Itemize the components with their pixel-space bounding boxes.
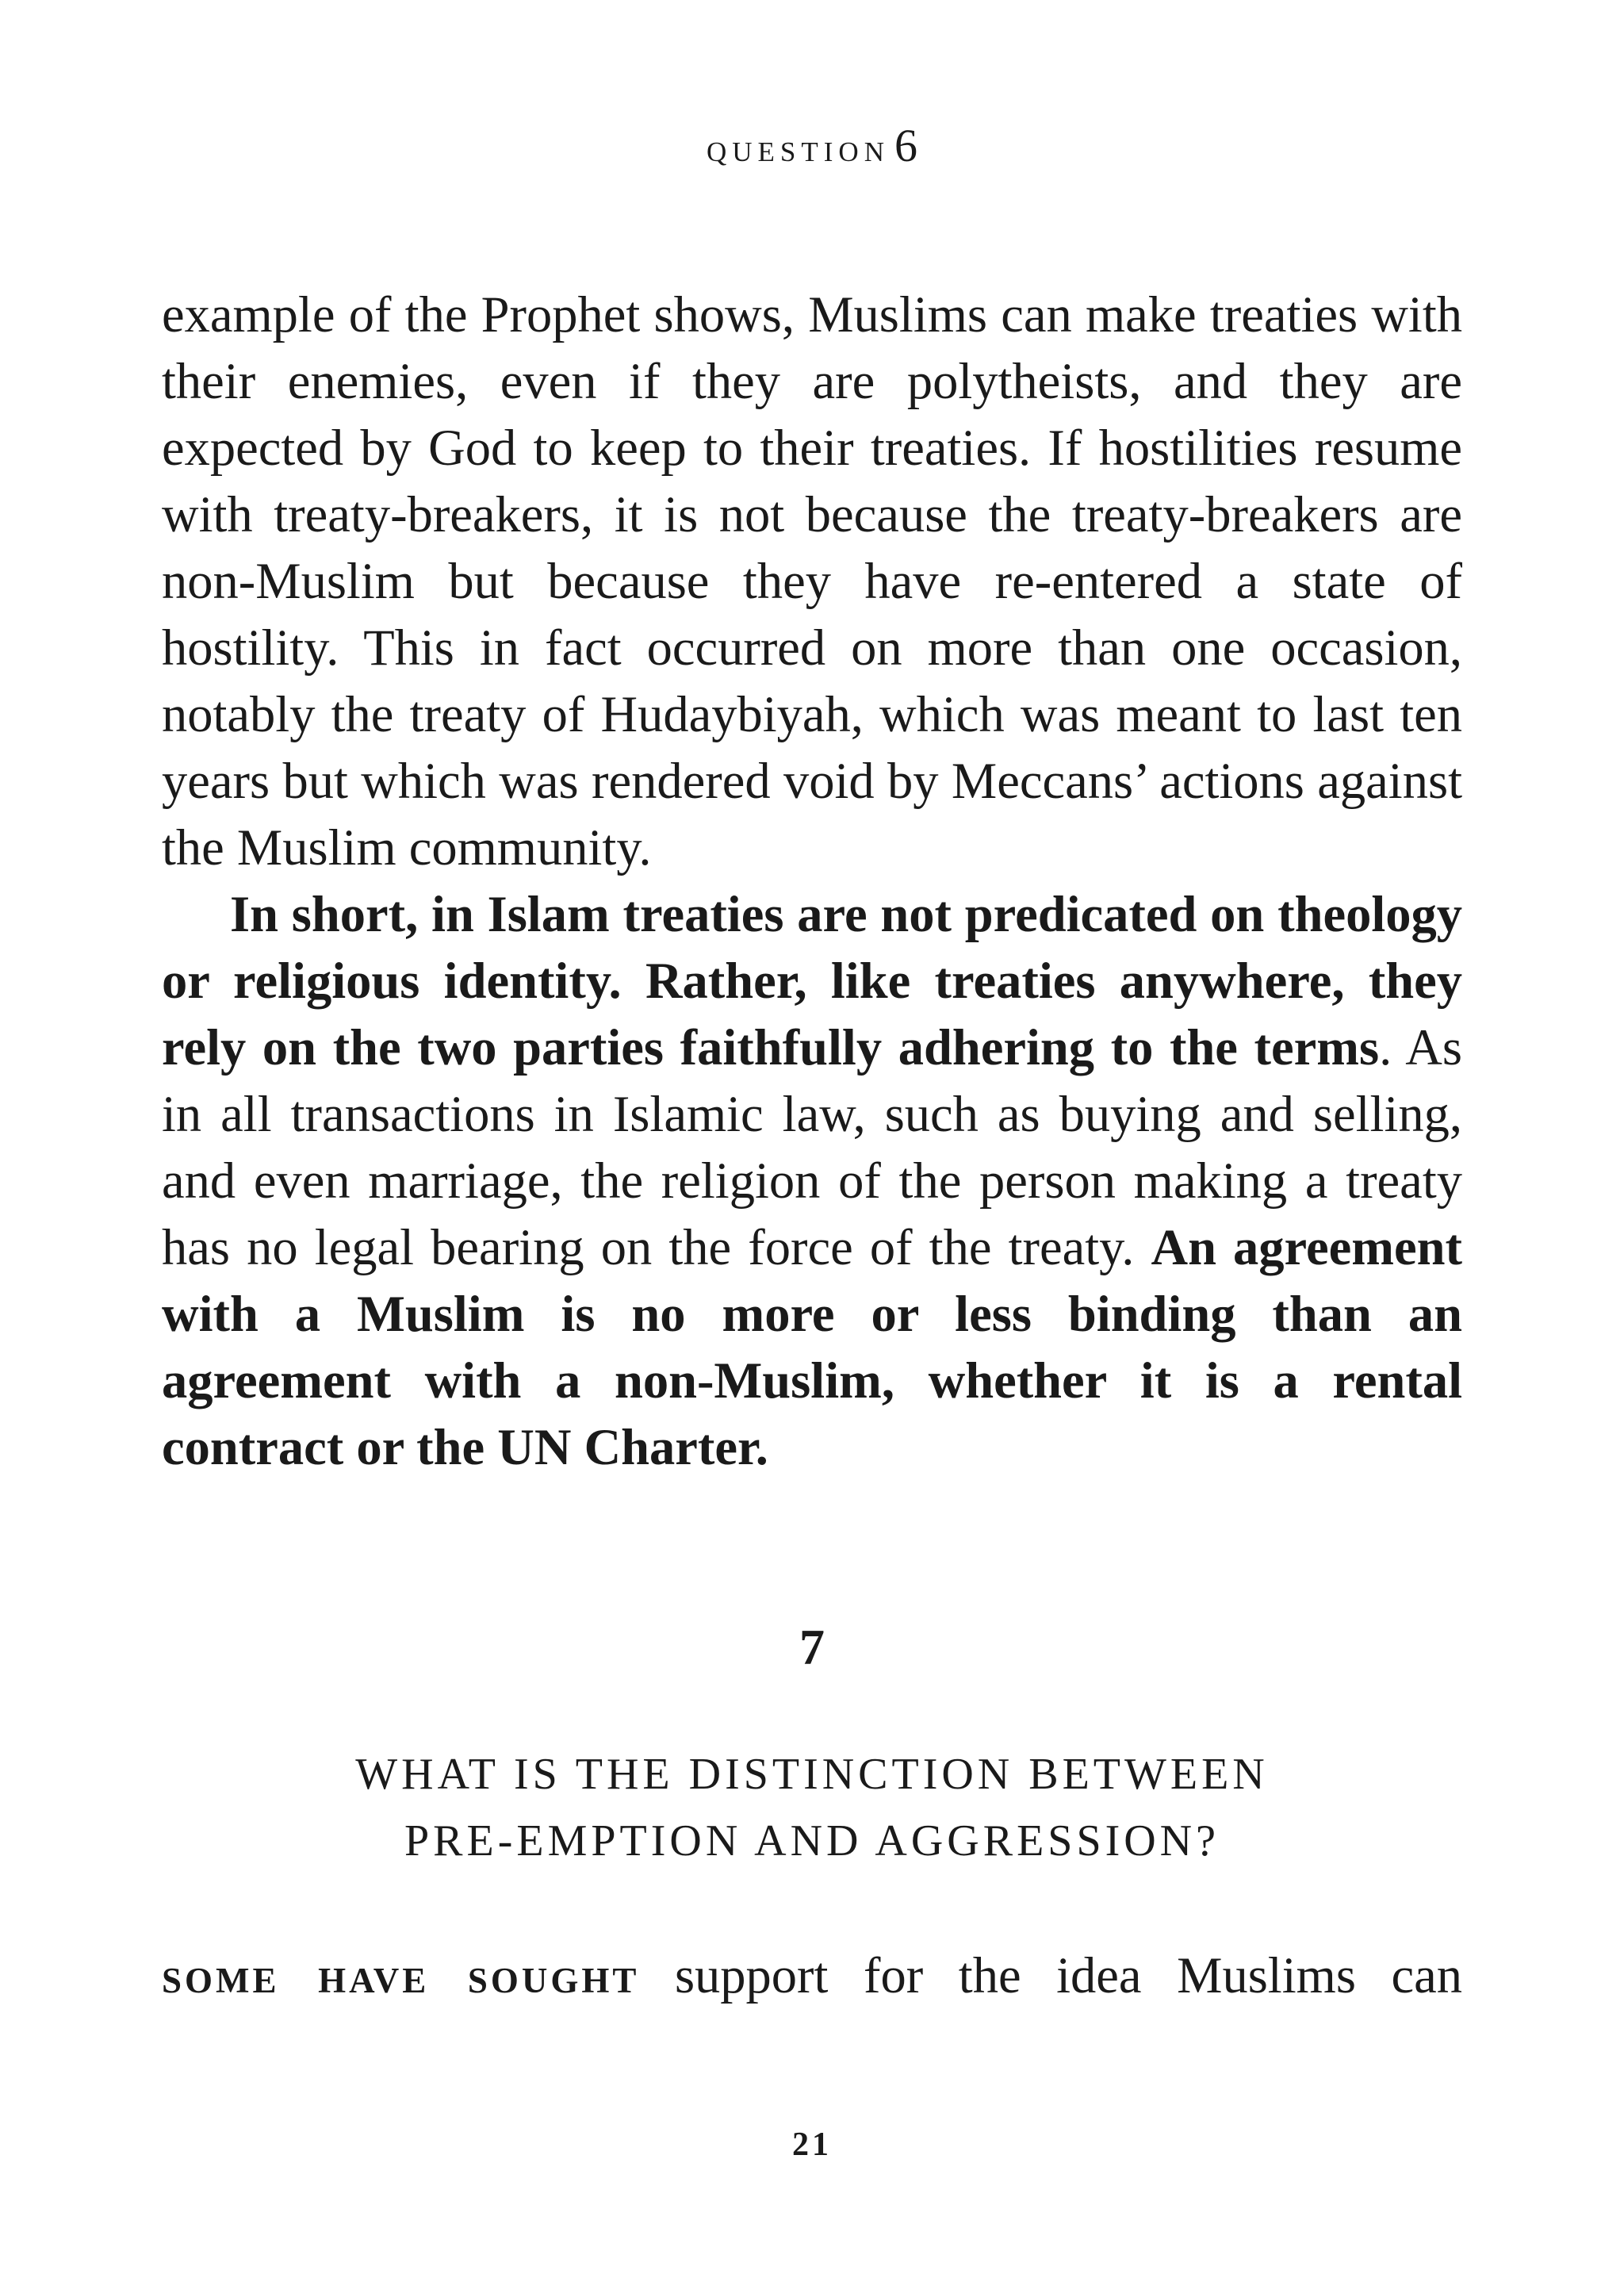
running-head-label: question (707, 125, 890, 170)
paragraph-2-bold-b: An agreement with a Muslim is no more or less binding than an agreement with a non-Muslim, whether it is a rental contract or the UN Charter. (162, 1219, 1462, 1475)
chapter-number: 7 (799, 1619, 825, 1675)
chapter-title-line-1: WHAT IS THE DISTINCTION BETWEEN (355, 1750, 1269, 1799)
running-head (0, 119, 1624, 172)
chapter-title (0, 1741, 1624, 1874)
paragraph-2-bold-a: In short, in Islam treaties are not predicated on theology or religious identity. Rather, like treaties anywhere, they rely on the two parties faithfully adhering to the terms (162, 886, 1462, 1076)
paragraph-2-plain: . As in all transactions in Islamic law, such as buying and selling, and even marriage, the religion of the person making a treaty has no legal bearing on the force of the treaty. (162, 1019, 1462, 1275)
running-head-number: 6 (894, 120, 917, 171)
chapter-title-line-2: PRE-EMPTION AND AGGRESSION? (404, 1816, 1220, 1866)
paragraph-1: example of the Prophet shows, Muslims can make treaties with their enemies, even if they are polytheists, and they are expected by God to keep to their treaties. If hostilities resume with treaty-breakers, it is not because the treaty-breakers are non-Muslim but because they have re-entered a state of hostility. This in fact occurred on more than one occasion, notably the treaty of Hudaybiyah, which was meant to last ten years but which was rendered void by Meccans’ actions against the Muslim community. (162, 286, 1462, 876)
body-text (162, 282, 1462, 1481)
opening-text: support for the idea Muslims can (639, 1947, 1462, 2004)
chapter-opening-line (162, 1942, 1462, 2009)
page-number: 21 (792, 2126, 832, 2163)
opening-lead-in: some have sought (162, 1947, 640, 2004)
paragraph-2 (162, 881, 1462, 1481)
